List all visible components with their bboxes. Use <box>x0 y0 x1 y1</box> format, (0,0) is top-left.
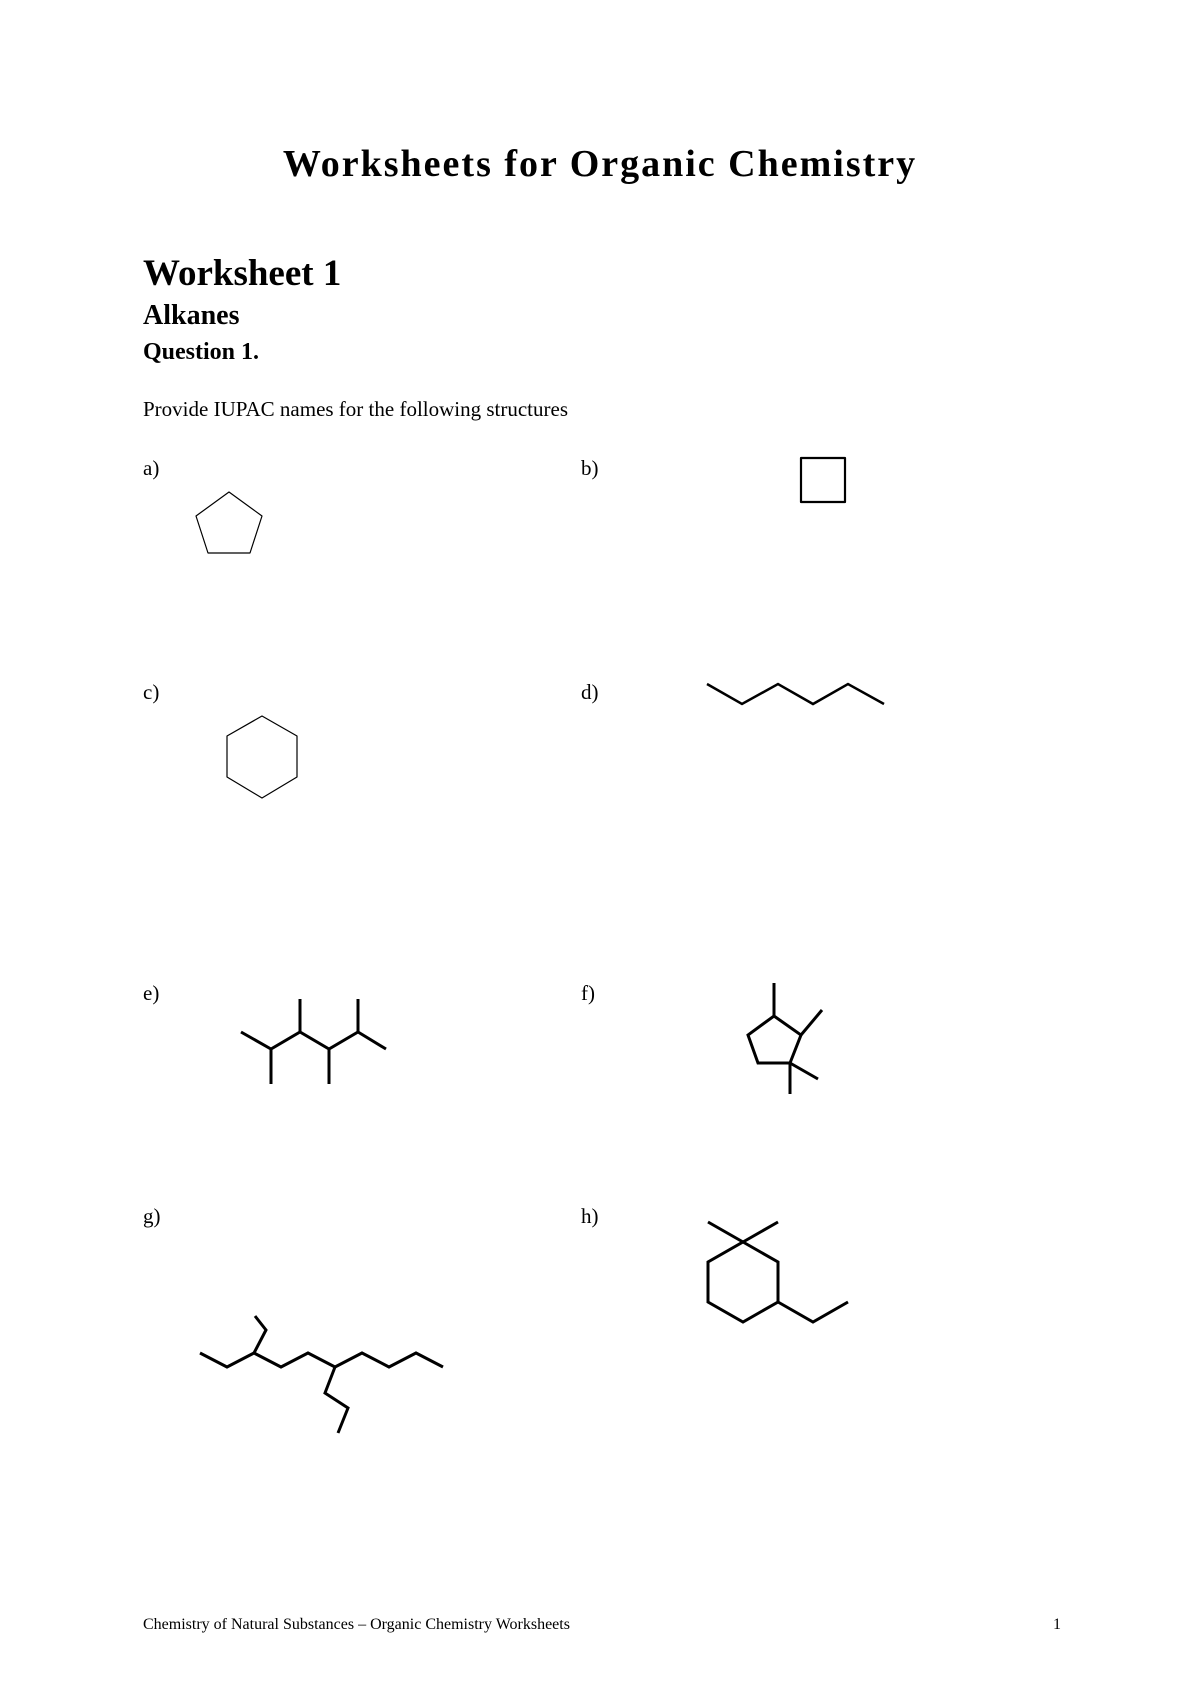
item-label-g: g) <box>143 1204 161 1228</box>
instruction-text: Provide IUPAC names for the following structures <box>143 397 569 421</box>
structure-b-cyclobutane <box>801 458 845 502</box>
structure-h-ethyldimethylcyclohexane <box>708 1222 848 1322</box>
page-number: 1 <box>1053 1616 1061 1633</box>
item-label-a: a) <box>143 456 160 480</box>
item-label-f: f) <box>581 981 595 1005</box>
structure-e-tetramethylhexane <box>241 999 386 1084</box>
structure-d-hexane <box>707 684 884 704</box>
topic-title: Alkanes <box>143 300 240 331</box>
worksheet-title: Worksheet 1 <box>143 253 342 294</box>
structure-g-diethylundecane <box>200 1316 443 1433</box>
page-title: Worksheets for Organic Chemistry <box>282 143 918 185</box>
item-label-e: e) <box>143 981 160 1005</box>
item-label-d: d) <box>581 680 599 704</box>
footer-text: Chemistry of Natural Substances – Organic Chemistry Worksheets <box>143 1616 570 1633</box>
question-title: Question 1. <box>143 339 260 365</box>
item-label-c: c) <box>143 680 160 704</box>
structure-c-cyclohexane <box>227 716 297 798</box>
structure-f-tetramethylcyclopentane <box>748 983 822 1094</box>
structure-a-cyclopentane <box>196 492 262 553</box>
item-label-h: h) <box>581 1204 599 1228</box>
item-label-b: b) <box>581 456 599 480</box>
